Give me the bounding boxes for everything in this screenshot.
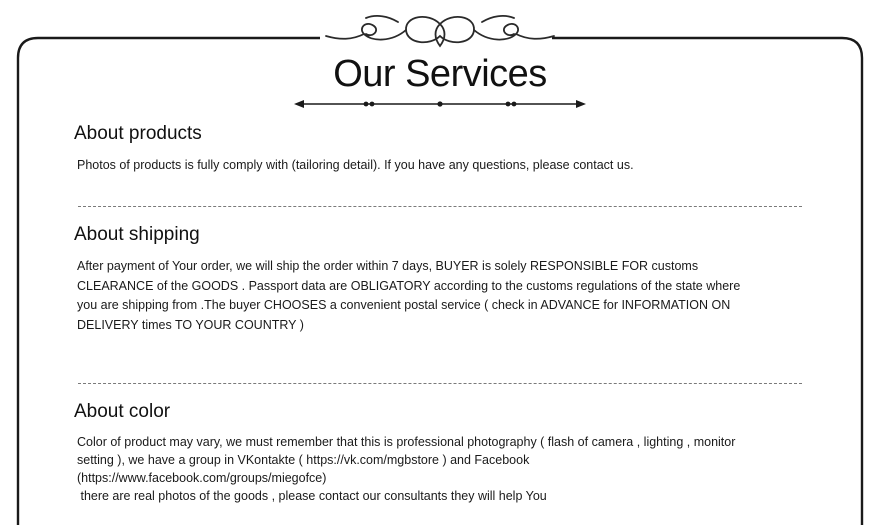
body-line: there are real photos of the goods , please contact our consultants they will help You: [77, 489, 547, 503]
body-line: After payment of Your order, we will ship the order within 7 days, BUYER is solely RESPONSIBLE FOR customs: [77, 259, 699, 273]
section-body: [77, 156, 814, 176]
section-heading: About shipping: [74, 224, 200, 245]
body-line: Color of product may vary, we must remember that this is professional photography ( flash of camera , lighting , monitor: [77, 435, 736, 449]
section-body: [77, 257, 814, 335]
body-line: setting ), we have a group in VKontakte ( https://vk.com/mgbstore ) and Facebook: [77, 453, 530, 467]
section-about-shipping: [74, 223, 814, 335]
section-about-color: [74, 400, 814, 505]
page-title: Our Services: [333, 53, 547, 95]
body-line: you are shipping from .The buyer CHOOSES a convenient postal service ( check in ADVANCE for INFORMATION ON: [77, 298, 731, 312]
section-body: [77, 433, 814, 505]
body-line: DELIVERY times TO YOUR COUNTRY ): [77, 317, 304, 332]
body-line: (https://www.facebook.com/groups/miegofce): [77, 471, 327, 485]
dashed-divider: [78, 206, 802, 207]
arrow-divider-icon: [0, 96, 880, 112]
body-line: CLEARANCE of the GOODS . Passport data are OBLIGATORY according to the customs regulations of the state where: [77, 278, 741, 293]
section-heading: About products: [74, 123, 202, 144]
body-line: Photos of products is fully comply with (tailoring detail). If you have any questions, please contact us.: [77, 158, 634, 172]
section-about-products: [74, 122, 814, 176]
section-heading: About color: [74, 401, 171, 422]
dashed-divider: [78, 383, 802, 384]
